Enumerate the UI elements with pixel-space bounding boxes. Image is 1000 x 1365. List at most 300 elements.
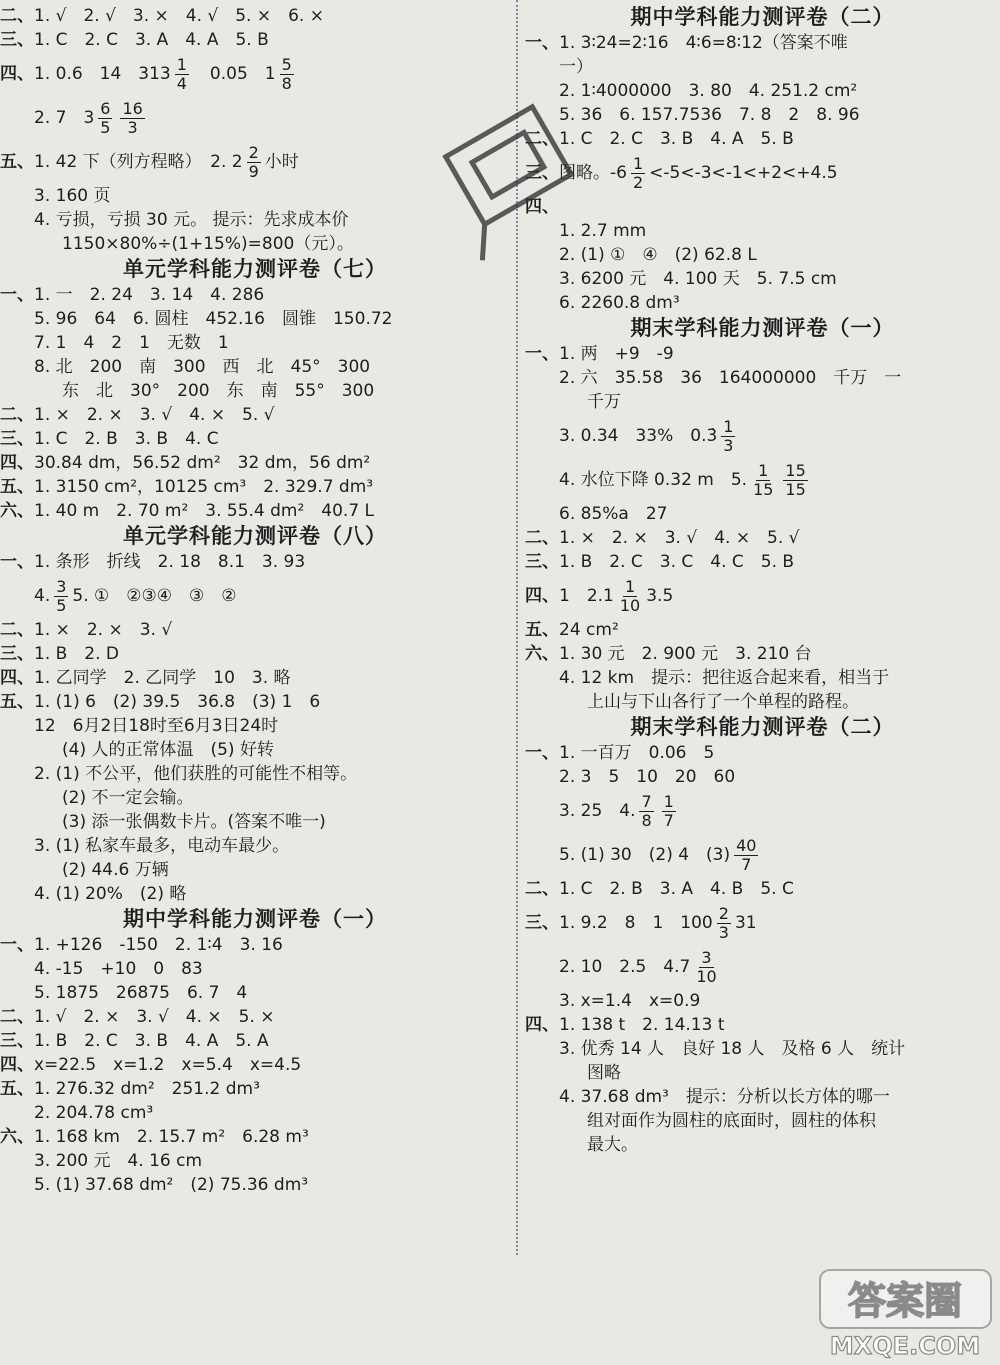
answer-text: 4. -15 +10 0 83	[34, 959, 203, 979]
answer-line	[525, 127, 1000, 151]
answer-content	[62, 738, 510, 762]
fraction	[120, 100, 144, 137]
question-label: 四、	[0, 668, 34, 688]
fraction	[98, 100, 112, 137]
answer-line	[0, 475, 510, 499]
question-label: 二、	[0, 1007, 34, 1027]
answer-content	[34, 1053, 510, 1077]
fraction	[734, 837, 758, 874]
answer-content	[559, 366, 1000, 390]
answer-content	[559, 1037, 1000, 1061]
answer-content	[34, 4, 510, 28]
answer-line	[0, 1077, 510, 1101]
question-label: 三、	[525, 163, 559, 183]
fraction-numerator: 1	[723, 416, 734, 436]
section-title: 期末学科能力测评卷（一）	[630, 316, 895, 340]
answer-text: 3. 6200 元 4. 100 天 5. 7.5 cm	[559, 269, 837, 289]
answer-content	[559, 989, 1000, 1013]
answer-line	[525, 765, 1000, 789]
answer-line	[525, 1037, 1000, 1061]
answer-line	[0, 96, 510, 140]
answer-content	[559, 765, 1000, 789]
answer-content	[34, 140, 510, 184]
answer-text: 1. 138 t 2. 14.13 t	[559, 1015, 725, 1035]
answer-content	[587, 690, 1000, 714]
answer-content	[34, 451, 510, 475]
fraction	[721, 418, 735, 455]
answer-text: 8. 北 200 南 300 西 北 45° 300	[34, 357, 371, 377]
answer-text: 7. 1 4 2 1 无数 1	[34, 333, 229, 353]
answer-content	[34, 550, 510, 574]
answer-line	[0, 1053, 510, 1077]
fraction-numerator: 2	[248, 142, 259, 162]
answer-line	[525, 945, 1000, 989]
answer-content	[587, 390, 1000, 414]
question-label: 四、	[0, 1055, 34, 1075]
answer-text: (4) 人的正常体温 (5) 好转	[62, 740, 274, 760]
answer-text: 小时	[264, 152, 299, 172]
answer-text: 1. 一百万 0.06 5	[559, 743, 715, 763]
question-label: 二、	[0, 620, 34, 640]
answer-text: 1. 0.6 14 313	[34, 64, 171, 84]
answer-line	[525, 833, 1000, 877]
answer-content	[559, 945, 1000, 989]
answer-line	[0, 642, 510, 666]
fraction-numerator: 5	[281, 54, 292, 74]
answer-line	[0, 834, 510, 858]
answer-text: 1. × 2. × 3. √ 4. × 5. √	[559, 528, 800, 548]
answer-content	[559, 741, 1000, 765]
fraction-denominator: 8	[281, 73, 292, 93]
question-label: 五、	[0, 152, 34, 172]
answer-content	[559, 458, 1000, 502]
answer-line	[0, 957, 510, 981]
answer-text: 6. 2260.8 dm³	[559, 293, 680, 313]
answer-line	[525, 151, 1000, 195]
question-label: 六、	[0, 501, 34, 521]
answer-line	[525, 502, 1000, 526]
fraction-numerator: 1	[176, 54, 187, 74]
left-column	[0, 4, 510, 1197]
answer-text: 3. 0.34 33% 0.3̇	[559, 426, 718, 446]
answer-content	[34, 642, 510, 666]
answer-content	[34, 1077, 510, 1101]
answer-text: 1. 168 km 2. 15.7 m² 6.28 m³	[34, 1127, 309, 1147]
answer-line	[0, 140, 510, 184]
answer-content	[34, 184, 510, 208]
answer-content	[559, 877, 1000, 901]
fraction-denominator: 3	[127, 117, 138, 137]
answer-text: 5. (1) 37.68 dm² (2) 75.36 dm³	[34, 1175, 309, 1195]
fraction-numerator: 1	[624, 576, 636, 596]
fraction-numerator: 1	[758, 460, 769, 480]
answer-line	[0, 307, 510, 331]
question-label: 三、	[0, 30, 34, 50]
answer-text: 1. C 2. B 3. A 4. B 5. C	[559, 879, 794, 899]
answer-line	[525, 1109, 1000, 1133]
answer-content	[34, 981, 510, 1005]
fraction-denominator: 5	[56, 595, 67, 615]
answer-text: 千万	[587, 392, 621, 412]
answer-content	[559, 642, 1000, 666]
answer-content	[559, 666, 1000, 690]
answer-line	[0, 403, 510, 427]
answer-line	[525, 414, 1000, 458]
answer-line	[525, 877, 1000, 901]
answer-line	[0, 550, 510, 574]
answer-line	[0, 933, 510, 957]
answer-line	[525, 789, 1000, 833]
answer-content	[34, 834, 510, 858]
fraction-denominator: 4	[176, 73, 187, 93]
fraction-denominator: 15	[753, 479, 774, 499]
fraction	[717, 905, 731, 942]
answer-line	[0, 499, 510, 523]
fraction-numerator: 7	[641, 791, 652, 811]
answer-text: 0.05 1	[192, 64, 276, 84]
fraction-denominator: 2	[632, 172, 644, 192]
fraction-numerator: 15	[785, 460, 806, 480]
question-label: 四、	[0, 64, 34, 84]
answer-text: 2. 3 5 10 20 60	[559, 767, 736, 787]
answer-text: 1. (1) 6 (2) 39.5 36.8 (3) 1 6	[34, 692, 321, 712]
answer-text: 2. 1∶4000000 3. 80 4. 251.2 cm²	[559, 81, 858, 101]
answer-text: 31	[734, 913, 757, 933]
answer-line	[525, 267, 1000, 291]
answer-line	[0, 331, 510, 355]
answer-text: 1 2.1	[559, 586, 614, 606]
answer-line	[0, 208, 510, 232]
answer-line	[0, 714, 510, 738]
answer-line	[0, 574, 510, 618]
answer-text: 2. (1) ① ④ (2) 62.8 L	[559, 245, 757, 265]
answer-text: 组对面作为圆柱的底面时，圆柱的体积	[587, 1111, 876, 1131]
answer-content	[559, 414, 1000, 458]
answer-text: 4. (1) 20% (2) 略	[34, 884, 187, 904]
question-label: 四、	[525, 1015, 559, 1035]
fraction	[618, 578, 642, 615]
fraction	[751, 462, 775, 499]
answer-content	[559, 267, 1000, 291]
answer-text: 一）	[559, 57, 593, 77]
answer-text: 2. 204.78 cm³	[34, 1103, 154, 1123]
answer-content	[34, 1125, 510, 1149]
answer-text: 1. B 2. C 3. C 4. C 5. B	[559, 552, 795, 572]
answer-content	[587, 1061, 1000, 1085]
answer-content	[34, 283, 510, 307]
answer-content	[559, 901, 1000, 945]
fraction	[280, 56, 294, 93]
fraction-numerator: 2	[718, 903, 729, 923]
answer-line	[0, 1029, 510, 1053]
answer-text: 6. 85%a 27	[559, 504, 668, 524]
site-logo	[818, 1268, 993, 1360]
section-title: 期中学科能力测评卷（一）	[123, 907, 387, 931]
fraction-denominator: 7	[741, 854, 752, 874]
answer-text: 图略。-6	[559, 163, 627, 183]
answer-line	[525, 989, 1000, 1013]
answer-text: 1. 乙同学 2. 乙同学 10 3. 略	[34, 668, 291, 688]
answer-content	[62, 858, 510, 882]
answer-text: (3) 添一张偶数卡片。(答案不唯一)	[62, 812, 326, 832]
question-label: 五、	[0, 692, 34, 712]
fraction-numerator: 40	[736, 835, 757, 855]
answer-content	[62, 379, 510, 403]
question-label: 二、	[525, 129, 559, 149]
answer-line	[0, 355, 510, 379]
answer-text: 2. 六 35.58 36 164000000 千万 一	[559, 368, 902, 388]
answer-text: x=22.5 x=1.2 x=5.4 x=4.5	[34, 1055, 302, 1075]
question-label: 五、	[0, 1079, 34, 1099]
question-label: 三、	[0, 644, 34, 664]
answer-content	[34, 52, 510, 96]
question-label: 三、	[0, 429, 34, 449]
fraction-denominator: 10	[696, 966, 717, 986]
answer-text: 3. (1) 私家车最多，电动车最少。	[34, 836, 290, 856]
answer-content	[34, 574, 510, 618]
answer-content	[34, 618, 510, 642]
answer-line	[0, 1101, 510, 1125]
answer-line	[525, 31, 1000, 55]
question-label: 一、	[525, 344, 559, 364]
answer-text: 3. 25 4.	[559, 801, 636, 821]
answer-line	[0, 1173, 510, 1197]
answer-content	[559, 1013, 1000, 1037]
fraction-numerator: 6	[100, 98, 111, 118]
answer-line	[0, 738, 510, 762]
answer-content	[559, 618, 1000, 642]
answer-text: 1. × 2. × 3. √ 4. × 5. √	[34, 405, 275, 425]
answer-text: 1. 42 下（列方程略） 2. 2	[34, 152, 243, 172]
answer-text: 1. 9.2 8 1 100	[559, 913, 713, 933]
answer-text: 4. 亏损，亏损 30 元。 提示：先求成本价	[34, 210, 349, 230]
answer-line	[525, 1133, 1000, 1157]
answer-line	[0, 1149, 510, 1173]
fraction	[662, 793, 676, 830]
answer-line	[525, 666, 1000, 690]
answer-content	[34, 96, 510, 140]
fraction-denominator: 5	[100, 117, 111, 137]
fraction	[54, 578, 68, 615]
answer-text: 1. × 2. × 3. √	[34, 620, 173, 640]
answer-content	[587, 1109, 1000, 1133]
answer-content	[34, 1029, 510, 1053]
answer-text: 1. √ 2. × 3. √ 4. × 5. ×	[34, 1007, 275, 1027]
answer-text: 1. 3150 cm²，10125 cm³ 2. 329.7 dm³	[34, 477, 374, 497]
answer-line	[525, 55, 1000, 79]
answer-text: 24 cm²	[559, 620, 619, 640]
question-label: 四、	[525, 197, 559, 217]
answer-text: 4.	[34, 586, 51, 606]
answer-text: 5. 96 64 6. 圆柱 452.16 圆锥 150.72	[34, 309, 393, 329]
answer-text: 5. (1) 30 (2) 4 (3)	[559, 845, 731, 865]
answer-content	[587, 1133, 1000, 1157]
answer-content	[34, 762, 510, 786]
answer-line	[525, 550, 1000, 574]
answer-line	[525, 1061, 1000, 1085]
answer-content	[34, 208, 510, 232]
answer-text: 3. 200 元 4. 16 cm	[34, 1151, 203, 1171]
answer-text: 3.5	[646, 586, 674, 606]
answer-line	[0, 666, 510, 690]
answer-content	[62, 232, 510, 256]
answer-content	[559, 55, 1000, 79]
answer-text: 2. 7 3	[34, 108, 95, 128]
answer-content	[559, 526, 1000, 550]
fraction-denominator: 8	[641, 810, 652, 830]
answer-content	[559, 151, 1000, 195]
answer-text: <-5<-3<-1<+2<+4.5	[649, 163, 838, 183]
fraction-denominator: 9	[248, 161, 259, 181]
answer-text: 1. 40 m 2. 70 m² 3. 55.4 dm² 40.7 L	[34, 501, 375, 521]
question-label: 二、	[0, 405, 34, 425]
answer-line	[525, 390, 1000, 414]
answer-line	[0, 4, 510, 28]
answer-text: 1. 2.7 mm	[559, 221, 647, 241]
answer-content	[34, 666, 510, 690]
answer-text: 4. 12 km 提示：把往返合起来看，相当于	[559, 668, 890, 688]
answer-text: 12 6月2日18时至6月3日24时	[34, 716, 279, 736]
answer-text: 上山与下山各行了一个单程的路程。	[587, 692, 859, 712]
answer-content	[34, 714, 510, 738]
question-label: 二、	[525, 879, 559, 899]
question-label: 一、	[0, 935, 34, 955]
answer-line	[0, 1125, 510, 1149]
answer-line	[525, 366, 1000, 390]
question-label: 一、	[525, 33, 559, 53]
right-column	[525, 4, 1000, 1157]
answer-line	[525, 642, 1000, 666]
fraction	[639, 793, 653, 830]
answer-text: 1. 一 2. 24 3. 14 4. 286	[34, 285, 265, 305]
answer-text: (2) 不一定会输。	[62, 788, 194, 808]
answer-content	[559, 219, 1000, 243]
answer-text: 1. 两 +9 -9	[559, 344, 674, 364]
answer-content	[34, 499, 510, 523]
answer-text: 1. C 2. C 3. A 4. A 5. B	[34, 30, 269, 50]
fraction	[783, 462, 807, 499]
question-label: 一、	[525, 743, 559, 763]
answer-line	[525, 741, 1000, 765]
answer-content	[34, 427, 510, 451]
section-title: 单元学科能力测评卷（八）	[123, 524, 387, 548]
answer-line	[0, 786, 510, 810]
answer-text: 2. 10 2.5 4.7	[559, 957, 691, 977]
answer-content	[559, 103, 1000, 127]
answer-line	[525, 458, 1000, 502]
answer-content	[559, 550, 1000, 574]
answer-content	[34, 1149, 510, 1173]
svg-text:答案圈: 答案圈	[847, 1279, 963, 1323]
answer-text: 4. 37.68 dm³ 提示：分析以长方体的哪一	[559, 1087, 890, 1107]
answer-line	[525, 79, 1000, 103]
answer-line	[525, 1013, 1000, 1037]
answer-text: 图略	[587, 1063, 621, 1083]
fraction-denominator: 15	[785, 479, 806, 499]
answer-content	[34, 1101, 510, 1125]
answer-content	[559, 833, 1000, 877]
answer-text: 最大。	[587, 1135, 638, 1155]
answer-text: 1. 276.32 dm² 251.2 dm³	[34, 1079, 260, 1099]
answer-content	[559, 291, 1000, 315]
answer-line	[525, 690, 1000, 714]
answer-line	[0, 451, 510, 475]
fraction-denominator: 3	[723, 435, 734, 455]
answer-line	[525, 243, 1000, 267]
answer-content	[34, 307, 510, 331]
fraction	[175, 56, 189, 93]
answer-text: 5. 36 6. 157.7536 7. 8 2 8. 96	[559, 105, 860, 125]
answer-line	[0, 810, 510, 834]
answer-content	[34, 690, 510, 714]
fraction	[694, 949, 718, 986]
answer-text: 1. B 2. C 3. B 4. A 5. A	[34, 1031, 269, 1051]
answer-content	[34, 1005, 510, 1029]
answer-content	[559, 1085, 1000, 1109]
answer-text: (2) 44.6 万辆	[62, 860, 169, 880]
answer-content	[62, 810, 510, 834]
answer-line	[0, 1005, 510, 1029]
answer-line	[525, 103, 1000, 127]
answer-line	[0, 858, 510, 882]
answer-content	[559, 127, 1000, 151]
answer-text: 1. 30 元 2. 900 元 3. 210 台	[559, 644, 812, 664]
answer-line	[0, 28, 510, 52]
answer-line	[0, 232, 510, 256]
answer-text: 东 北 30° 200 东 南 55° 300	[62, 381, 375, 401]
answer-text: 1150×80%÷(1+15%)=800（元）。	[62, 234, 354, 254]
fraction-denominator: 7	[663, 810, 674, 830]
answer-content	[62, 786, 510, 810]
question-label: 五、	[525, 620, 559, 640]
column-divider	[516, 0, 518, 1255]
answer-content	[34, 1173, 510, 1197]
question-label: 四、	[525, 586, 559, 606]
question-label: 三、	[525, 552, 559, 572]
answer-content	[34, 957, 510, 981]
answer-content	[559, 574, 1000, 618]
answer-text: 1. C 2. C 3. B 4. A 5. B	[559, 129, 794, 149]
question-label: 一、	[0, 552, 34, 572]
fraction	[247, 144, 261, 181]
answer-content	[559, 243, 1000, 267]
answer-text: 3. 160 页	[34, 186, 111, 206]
answer-text: 1. +126 -150 2. 1∶4 3. 16	[34, 935, 283, 955]
answer-content	[559, 342, 1000, 366]
svg-text:MXQE.COM: MXQE.COM	[829, 1332, 981, 1360]
fraction-numerator: 3	[701, 947, 712, 967]
question-label: 六、	[525, 644, 559, 664]
answer-line	[0, 690, 510, 714]
answer-text: 5. ① ②③④ ③ ②	[72, 586, 237, 606]
answer-content	[34, 475, 510, 499]
answer-line	[525, 618, 1000, 642]
question-label: 四、	[0, 453, 34, 473]
answer-line	[525, 1085, 1000, 1109]
answer-line	[525, 219, 1000, 243]
fraction-numerator: 1	[663, 791, 674, 811]
answer-content	[34, 331, 510, 355]
answer-text: 1. √ 2. √ 3. × 4. √ 5. × 6. ×	[34, 6, 324, 26]
answer-text: 1. B 2. D	[34, 644, 119, 664]
answer-line	[525, 526, 1000, 550]
answer-line	[525, 901, 1000, 945]
fraction-denominator: 3	[718, 922, 729, 942]
answer-text: 3. x=1.4 x=0.9	[559, 991, 701, 1011]
fraction-denominator: 10	[619, 595, 641, 615]
answer-text: 2. (1) 不公平，他们获胜的可能性不相等。	[34, 764, 358, 784]
question-label: 三、	[0, 1031, 34, 1051]
